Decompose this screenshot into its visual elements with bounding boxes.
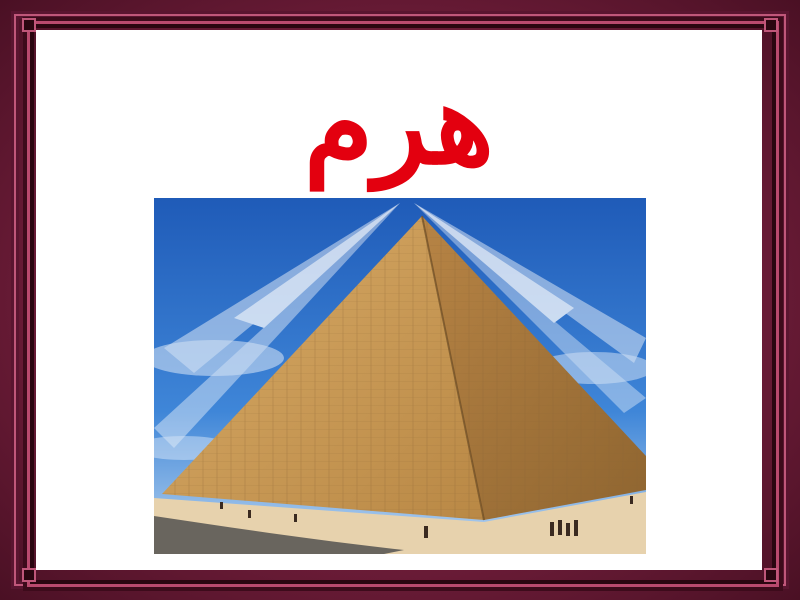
pyramid-photo: [154, 198, 646, 554]
pyramid-illustration: [154, 198, 646, 554]
frame-corner-ornament: [764, 18, 778, 32]
frame-corner-ornament: [22, 18, 36, 32]
slide-panel: [36, 30, 762, 570]
frame-corner-ornament: [22, 568, 36, 582]
slide-title: هرم: [303, 59, 495, 190]
frame-corner-ornament: [764, 568, 778, 582]
